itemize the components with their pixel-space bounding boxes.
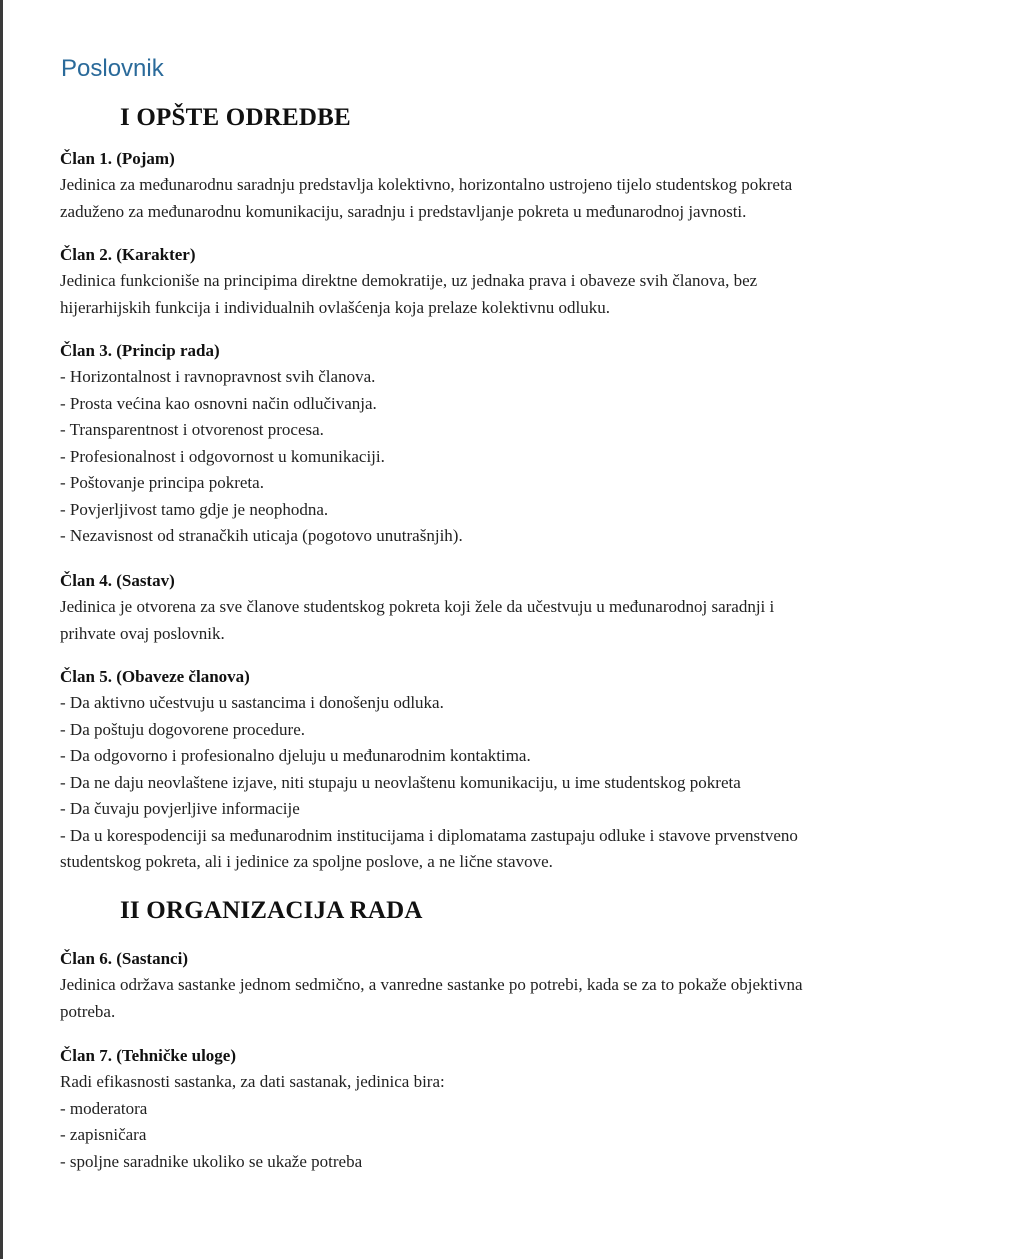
article-title: Član 7. (Tehničke uloge)	[60, 1046, 237, 1065]
article-text-line: Jedinica za međunarodnu saradnju predstavlja kolektivno, horizontalno ustrojeno tijelo studentskog pokreta	[60, 175, 793, 194]
list-item: - Prosta većina kao osnovni način odlučivanja.	[60, 393, 377, 413]
article-title: Član 1. (Pojam)	[60, 149, 175, 168]
list-item: - Da u korespodenciji sa međunarodnim institucijama i diplomatama zastupaju odluke i stavove prvenstveno	[60, 825, 798, 845]
list-item: - Da ne daju neovlaštene izjave, niti stupaju u neovlaštenu komunikaciju, u ime studentskog pokreta	[60, 772, 741, 792]
list-item: - Da odgovorno i profesionalno djeluju u međunarodnim kontaktima.	[60, 746, 531, 765]
article-5	[60, 664, 960, 876]
list-item: - Da poštuju dogovorene procedure.	[60, 719, 306, 739]
document-title: Poslovnik	[61, 55, 164, 82]
list-item: - Nezavisnost od stranačkih uticaja (pogotovo unutrašnjih).	[60, 526, 463, 545]
article-3	[60, 338, 960, 550]
article-6	[60, 946, 960, 1025]
article-text-line: Jedinica funkcioniše na principima direktne demokratije, uz jednaka prava i obaveze svih članova, bez	[60, 271, 758, 290]
list-item: - Povjerljivost tamo gdje je neophodna.	[60, 499, 329, 519]
article-text-line: hijerarhijskih funkcija i individualnih ovlašćenja koja prelaze kolektivnu odluku.	[60, 297, 610, 317]
list-item: studentskog pokreta, ali i jedinice za spoljne poslove, a ne lične stavove.	[60, 852, 553, 871]
article-7	[60, 1043, 960, 1175]
list-item: - zapisničara	[60, 1125, 147, 1144]
list-item: - moderatora	[60, 1098, 148, 1118]
article-text-line: Jedinica je otvorena za sve članove studentskog pokreta koji žele da učestvuju u međunarodnoj saradnji i	[60, 597, 775, 616]
article-title: Član 5. (Obaveze članova)	[60, 667, 250, 686]
article-text-line: prihvate ovaj poslovnik.	[60, 623, 225, 643]
article-text-line: Jedinica održava sastanke jednom sedmično, a vanredne sastanke po potrebi, kada se za to pokaže objektivna	[60, 975, 803, 994]
list-item: - Poštovanje principa pokreta.	[60, 473, 264, 492]
article-4	[60, 568, 960, 647]
list-item: - Transparentnost i otvorenost procesa.	[60, 420, 324, 439]
list-item: - Horizontalnost i ravnopravnost svih članova.	[60, 367, 376, 386]
section-heading-1: I OPŠTE ODREDBE	[120, 104, 351, 131]
list-item: - Profesionalnost i odgovornost u komunikaciji.	[60, 446, 385, 466]
article-1	[60, 146, 960, 225]
article-title: Član 2. (Karakter)	[60, 245, 196, 264]
article-title: Član 3. (Princip rada)	[60, 341, 220, 360]
article-2	[60, 242, 960, 321]
article-text-line: zaduženo za međunarodnu komunikaciju, saradnju i predstavljanje pokreta u međunarodnoj javnosti.	[60, 201, 747, 221]
list-item: - Da čuvaju povjerljive informacije	[60, 799, 300, 818]
article-title: Član 6. (Sastanci)	[60, 949, 188, 968]
article-text-line: potreba.	[60, 1001, 116, 1021]
list-item: - spoljne saradnike ukoliko se ukaže potreba	[60, 1151, 363, 1171]
list-item: - Da aktivno učestvuju u sastancima i donošenju odluka.	[60, 693, 444, 712]
article-title: Član 4. (Sastav)	[60, 571, 175, 590]
page-left-border	[0, 0, 3, 1259]
section-heading-2: II ORGANIZACIJA RADA	[120, 897, 423, 924]
article-text-line: Radi efikasnosti sastanka, za dati sastanak, jedinica bira:	[60, 1072, 445, 1091]
